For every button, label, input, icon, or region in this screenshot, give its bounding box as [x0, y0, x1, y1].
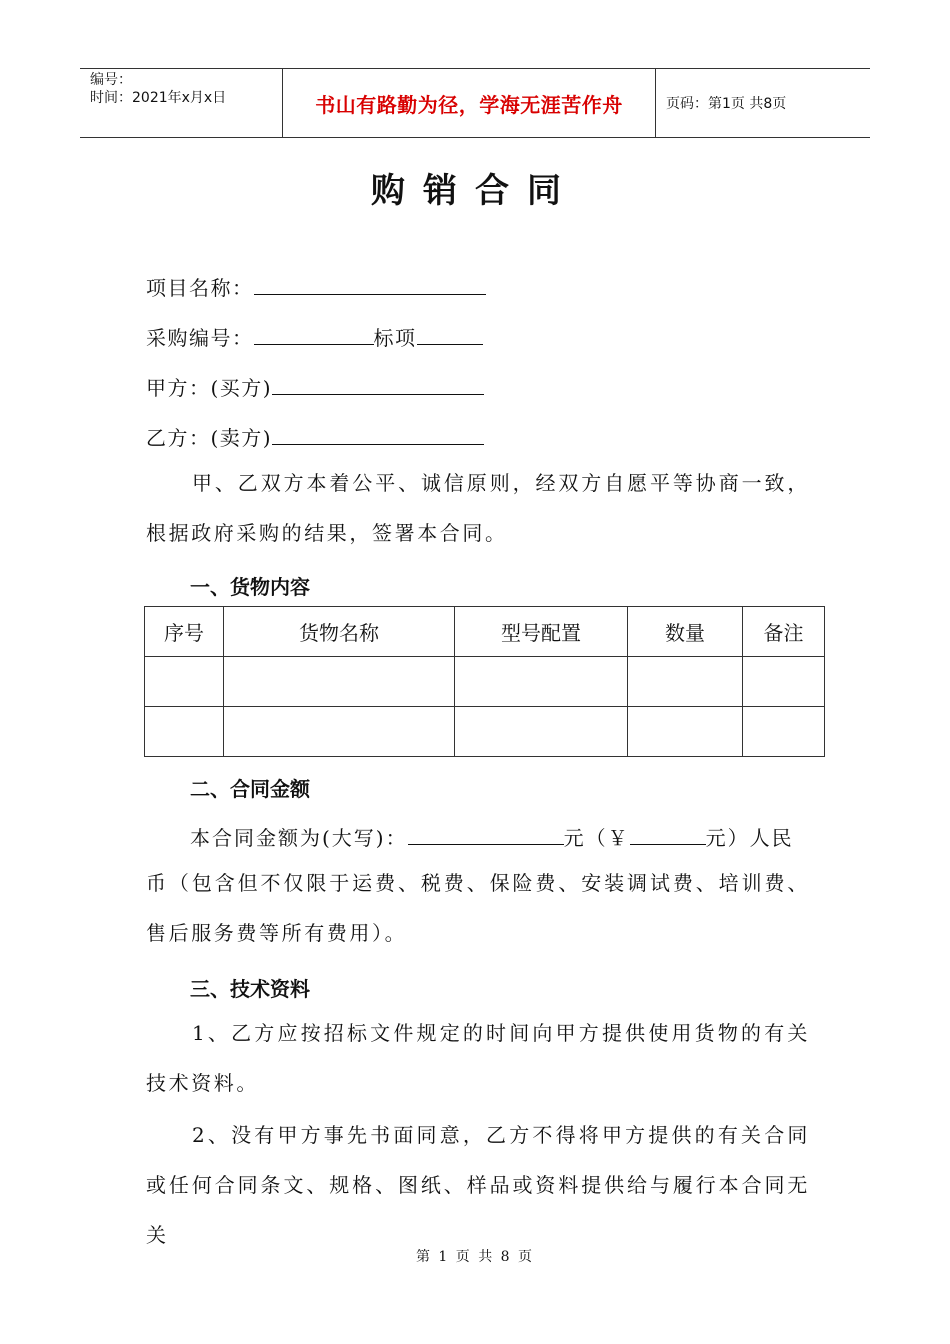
project-name-label: 项目名称： [146, 276, 254, 300]
project-name-line [146, 272, 486, 301]
section-amount-heading: 二、合同金额 [190, 777, 310, 801]
amount-line [190, 822, 794, 851]
party-b-line [146, 422, 484, 451]
party-a-blank[interactable] [272, 372, 484, 395]
page-footer: 第 1 页 共 8 页 [415, 1249, 535, 1265]
document-title: 购销合同 [371, 171, 579, 211]
table-cell[interactable] [628, 707, 743, 757]
yuan-rmb-label: 元）人民 [705, 826, 794, 850]
column-header: 序号 [145, 607, 224, 657]
document-date: 时间：2021年x月x日 [90, 90, 227, 106]
column-header: 货物名称 [224, 607, 455, 657]
table-cell[interactable] [455, 657, 628, 707]
amount-words-blank[interactable] [408, 822, 564, 845]
document-number: 编号： [90, 72, 132, 88]
table-cell[interactable] [743, 707, 825, 757]
table-cell[interactable] [224, 657, 455, 707]
header-motto: 书山有路勤为径，学海无涯苦作舟 [282, 69, 656, 137]
section-tech-heading: 三、技术资料 [190, 977, 310, 1001]
party-a-line [146, 372, 484, 401]
purchase-number-label: 采购编号： [146, 326, 254, 350]
table-header-row [145, 607, 825, 657]
column-header: 备注 [743, 607, 825, 657]
table-cell[interactable] [628, 657, 743, 707]
section-goods-heading: 一、货物内容 [190, 575, 310, 599]
table-row [145, 657, 825, 707]
table-cell[interactable] [224, 707, 455, 757]
amount-label: 本合同金额为(大写)： [190, 826, 408, 850]
party-a-label: 甲方：(买方) [146, 376, 273, 400]
column-header: 型号配置 [455, 607, 628, 657]
header-page-number: 页码：第1页 共8页 [666, 96, 787, 112]
project-name-blank[interactable] [254, 272, 486, 295]
table-cell[interactable] [743, 657, 825, 707]
tech-item-1: 1、乙方应按招标文件规定的时间向甲方提供使用货物的有关技术资料。 [146, 1021, 810, 1095]
lot-blank[interactable] [417, 322, 483, 345]
page-header [80, 68, 870, 138]
table-cell[interactable] [145, 657, 224, 707]
column-header: 数量 [628, 607, 743, 657]
lot-label: 标项 [373, 326, 417, 350]
yuan-label: 元（￥ [563, 826, 630, 850]
goods-table [144, 606, 825, 757]
header-meta [80, 69, 282, 137]
table-row [145, 707, 825, 757]
table-cell[interactable] [145, 707, 224, 757]
amount-paragraph: 币（包含但不仅限于运费、税费、保险费、安装调试费、培训费、售后服务费等所有费用）。 [146, 871, 810, 945]
table-cell[interactable] [455, 707, 628, 757]
party-b-blank[interactable] [272, 422, 484, 445]
intro-paragraph: 甲、乙双方本着公平、诚信原则，经双方自愿平等协商一致，根据政府采购的结果，签署本合同。 [146, 471, 810, 545]
purchase-number-blank[interactable] [254, 322, 374, 345]
purchase-number-line [146, 322, 483, 351]
tech-item-2: 2、没有甲方事先书面同意，乙方不得将甲方提供的有关合同或任何合同条文、规格、图纸、样品或资料提供给与履行本合同无关 [146, 1123, 810, 1247]
amount-figure-blank[interactable] [630, 822, 706, 845]
party-b-label: 乙方：(卖方) [146, 426, 273, 450]
